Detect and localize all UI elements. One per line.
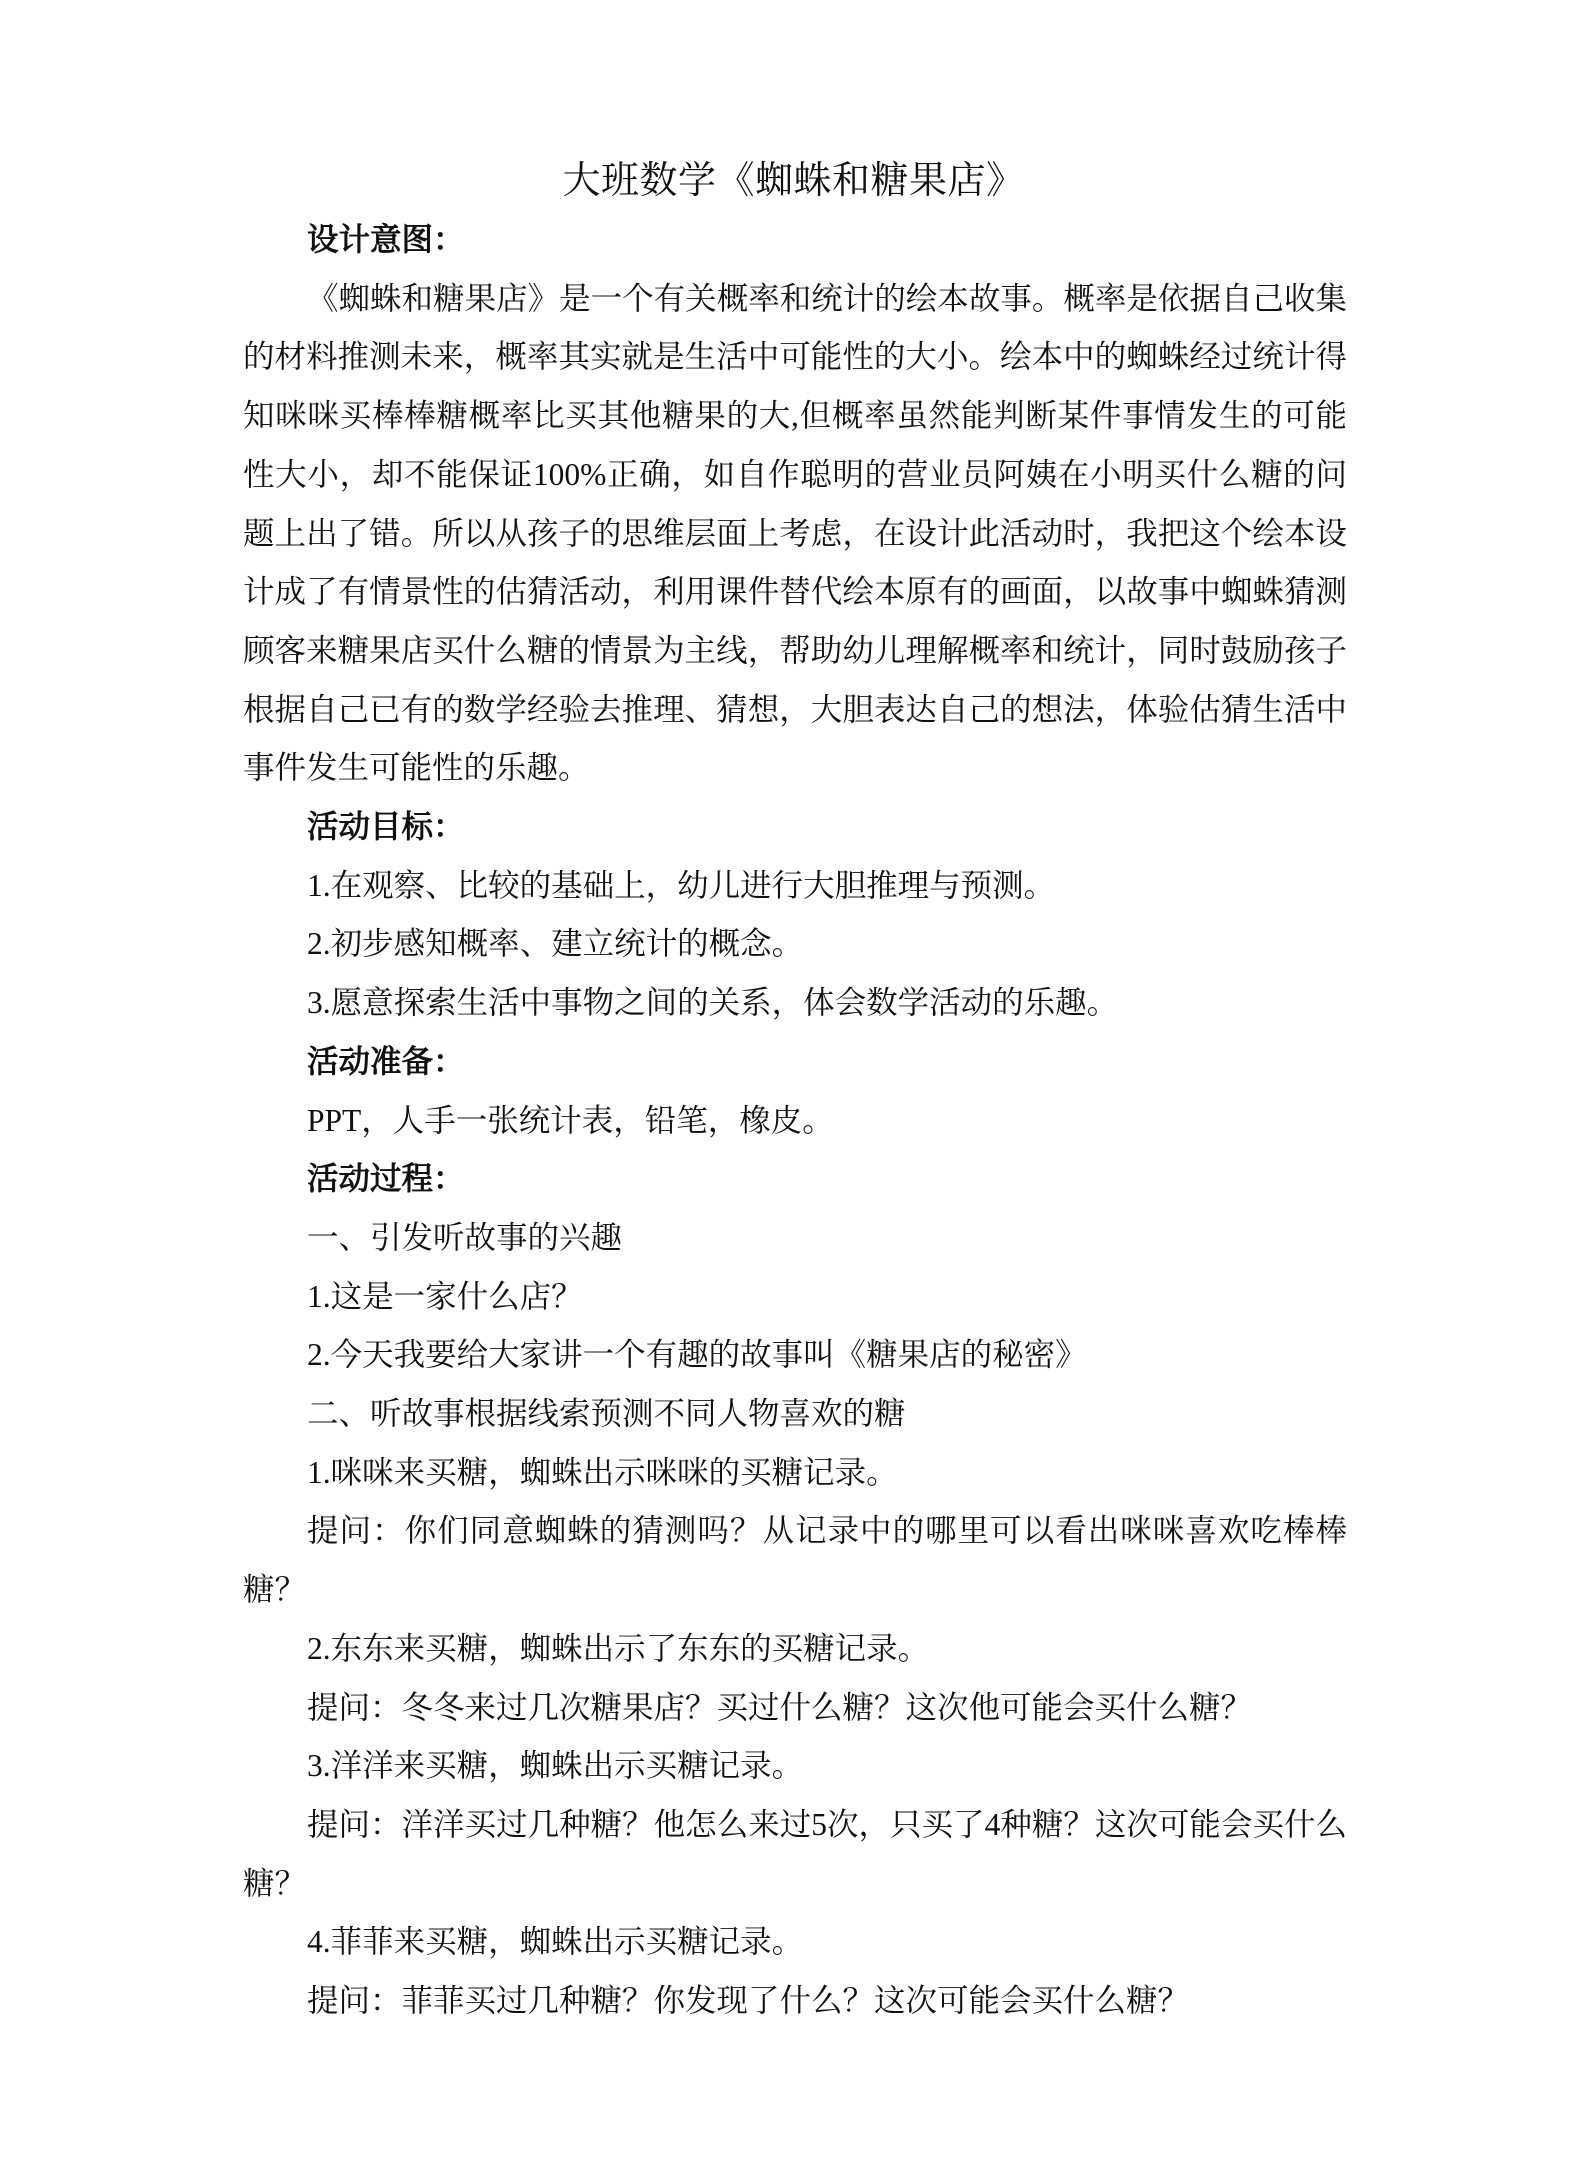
process-item: 1.这是一家什么店？ (307, 1278, 583, 1314)
process-question: 提问：洋洋买过几种糖？他怎么来过5次，只买了4种糖？这次可能会买什么糖？ (243, 1806, 1347, 1901)
section-heading-preparation: 活动准备： (307, 1043, 465, 1079)
section-heading-design-intent: 设计意图： (307, 222, 465, 257)
preparation-text: PPT，人手一张统计表，铅笔，橡皮。 (307, 1102, 834, 1138)
design-intent-paragraph: 《蜘蛛和糖果店》是一个有关概率和统计的绘本故事。概率是依据自己收集的材料推测未来，概率其实就是生活中可能性的大小。绘本中的蜘蛛经过统计得知咪咪买棒棒糖概率比买其他糖果的大,但概率虽然能判断某件事情发生的可能性大小，却不能保证100%正确，如自作聪明的营业员阿姨在小明买什么糖的问题上出了错。所以从孩子的思维层面上考虑，在设计此活动时，我把这个绘本设计成了有情景性的估猜活动，利用课件替代绘本原有的画面，以故事中蜘蛛猜测顾客来糖果店买什么糖的情景为主线，帮助幼儿理解概率和统计，同时鼓励孩子根据自己已有的数学经验去推理、猜想，大胆表达自己的想法，体验估猜生活中事件发生可能性的乐趣。 (243, 280, 1347, 786)
goal-item: 1.在观察、比较的基础上，幼儿进行大胆推理与预测。 (307, 867, 1056, 903)
process-question: 提问：你们同意蜘蛛的猜测吗？从记录中的哪里可以看出咪咪喜欢吃棒棒糖？ (243, 1513, 1347, 1608)
process-question: 提问：菲菲买过几种糖？你发现了什么？这次可能会买什么糖？ (307, 1983, 1190, 2019)
process-question: 提问：冬冬来过几次糖果店？买过什么糖？这次他可能会买什么糖？ (307, 1689, 1253, 1725)
section-heading-process: 活动过程： (307, 1161, 465, 1197)
goal-item: 2.初步感知概率、建立统计的概念。 (307, 926, 804, 962)
process-item: 4.菲菲来买糖，蜘蛛出示买糖记录。 (307, 1924, 804, 1960)
process-item: 2.今天我要给大家讲一个有趣的故事叫《糖果店的秘密》 (307, 1337, 1087, 1373)
process-item: 2.东东来买糖，蜘蛛出示了东东的买糖记录。 (307, 1630, 930, 1666)
process-step-title: 一、引发听故事的兴趣 (307, 1219, 623, 1255)
process-item: 1.咪咪来买糖，蜘蛛出示咪咪的买糖记录。 (307, 1454, 898, 1490)
section-heading-goals: 活动目标： (307, 809, 465, 845)
page-title: 大班数学《蜘蛛和糖果店》 (562, 160, 1025, 202)
process-step-title: 二、听故事根据线索预测不同人物喜欢的糖 (307, 1396, 906, 1432)
process-item: 3.洋洋来买糖，蜘蛛出示买糖记录。 (307, 1748, 804, 1784)
document-body (243, 211, 1347, 2031)
goal-item: 3.愿意探索生活中事物之间的关系，体会数学活动的乐趣。 (307, 985, 1119, 1021)
